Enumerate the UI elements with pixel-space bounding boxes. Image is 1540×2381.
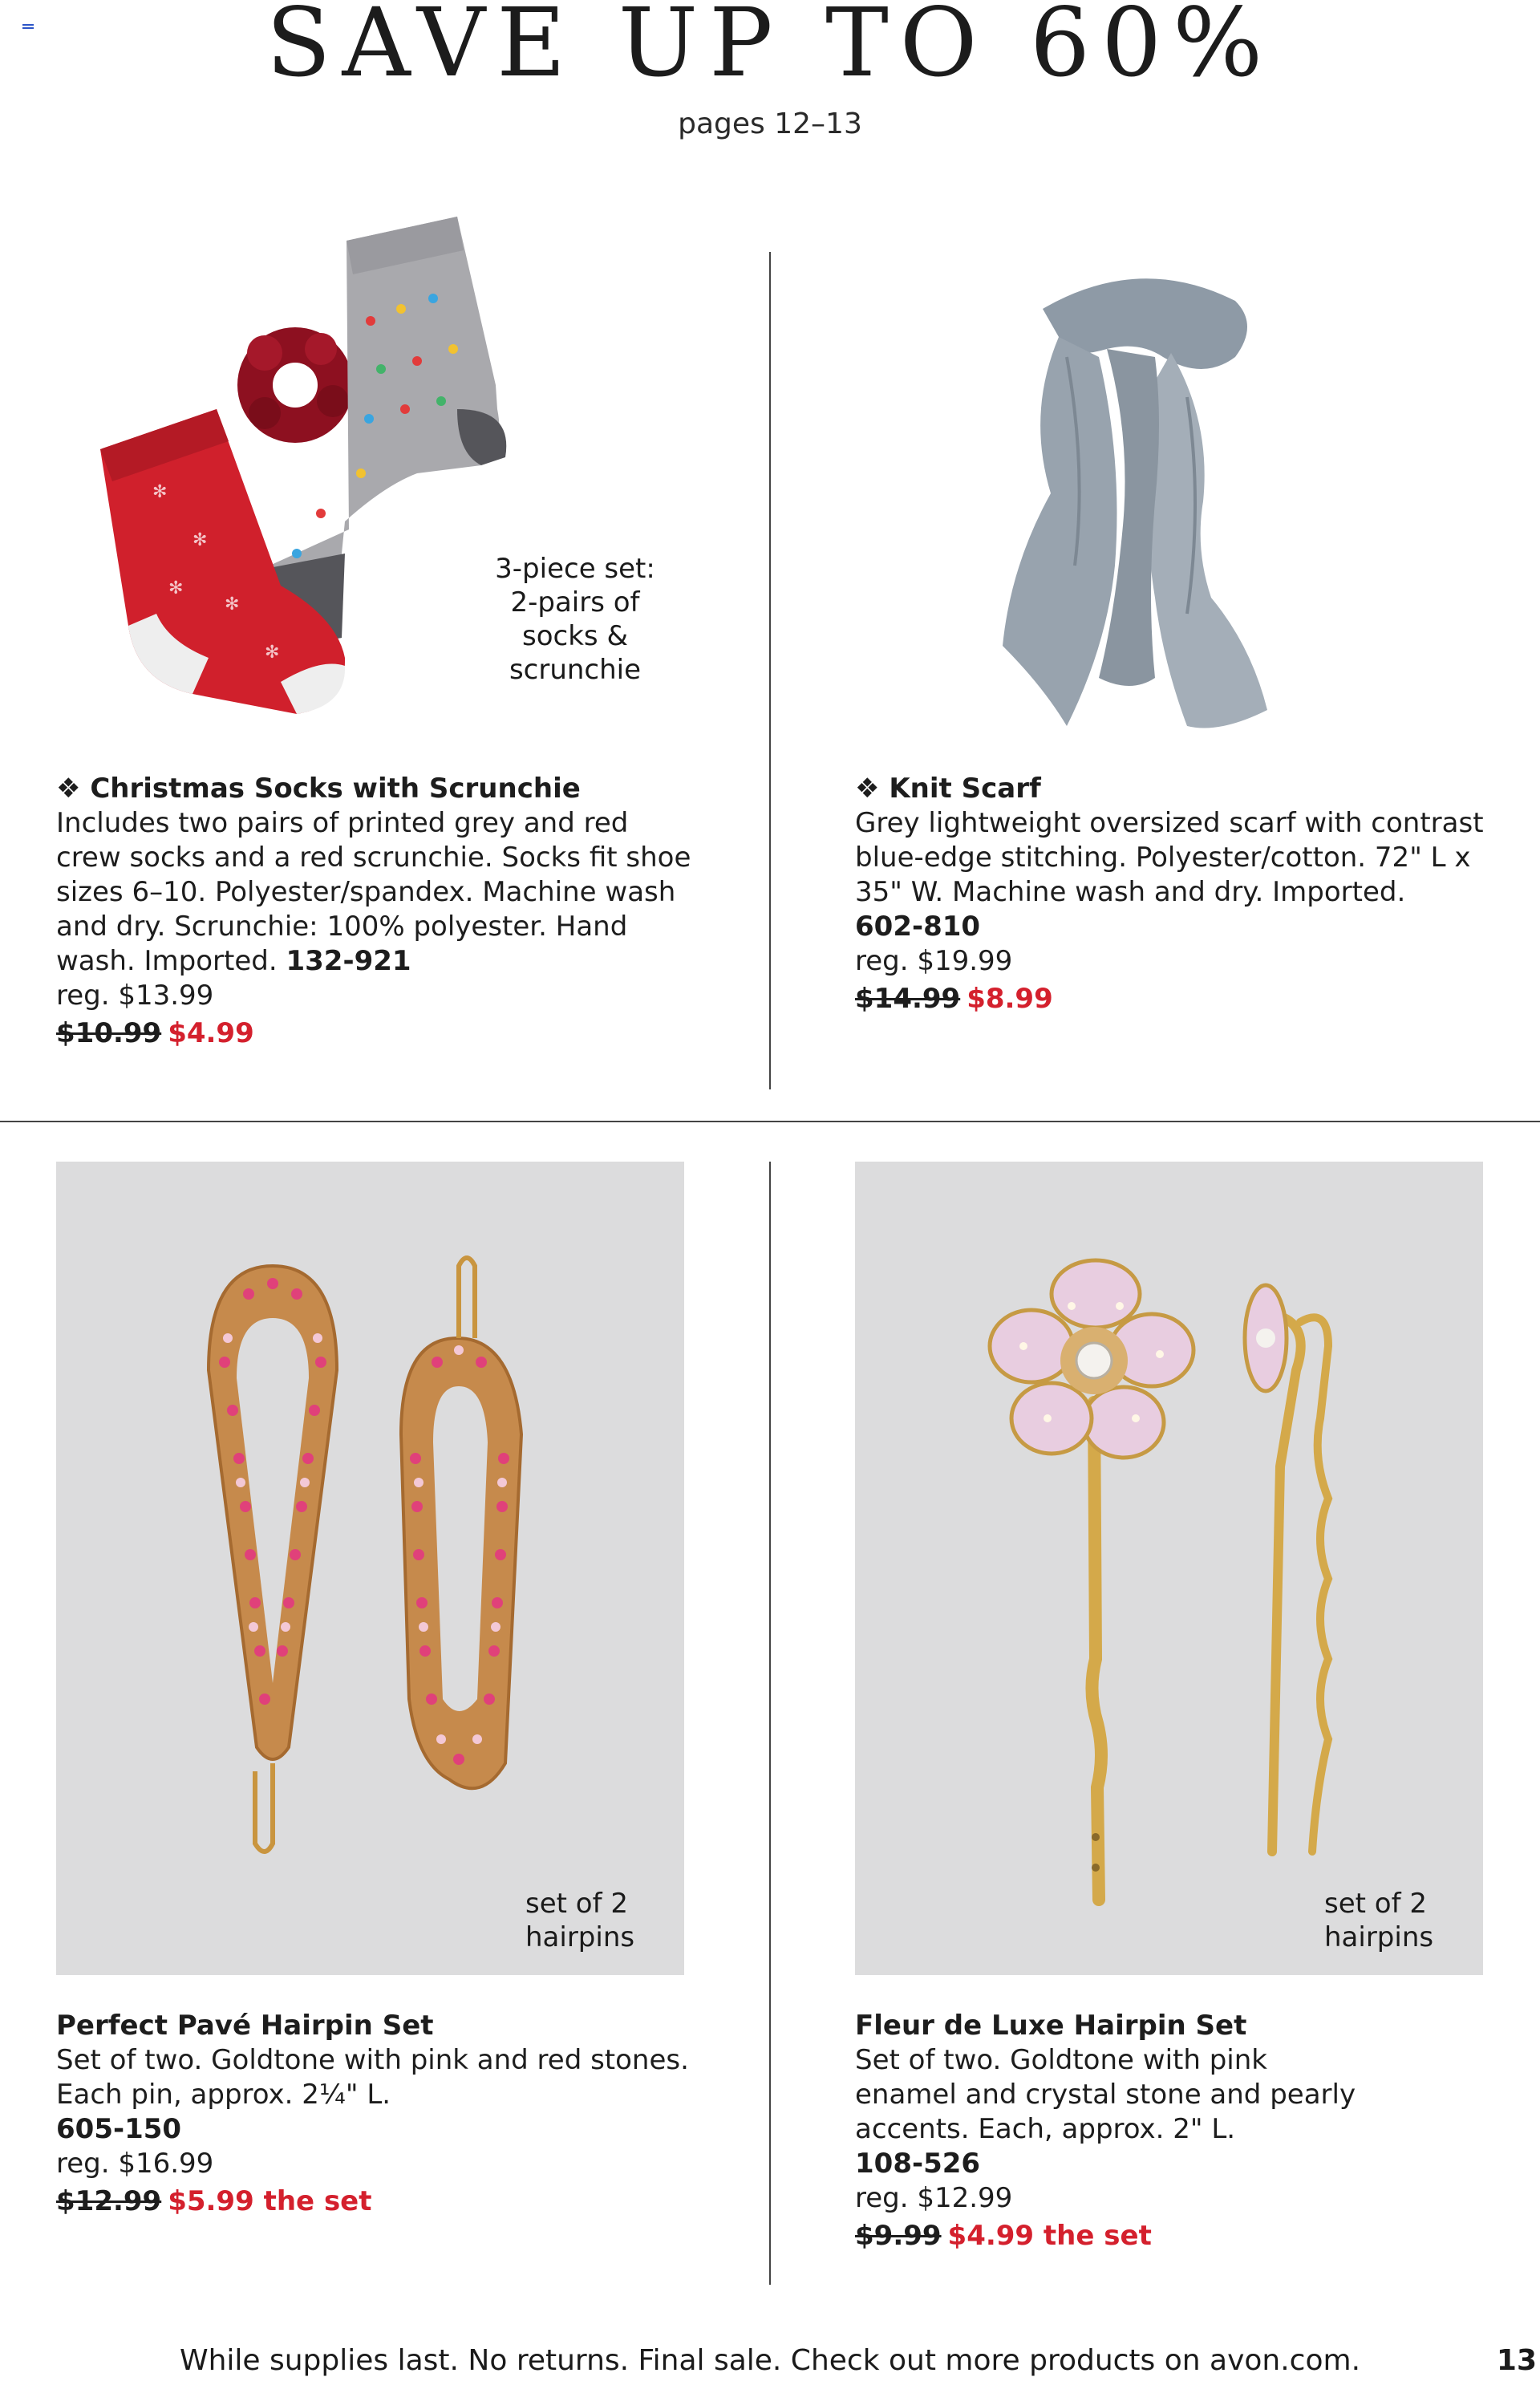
regular-price: reg. $19.99: [855, 945, 1013, 977]
product-title[interactable]: ❖ Knit Scarf: [855, 773, 1041, 805]
svg-text:✻: ✻: [265, 643, 280, 663]
scrunchie-shape: [237, 327, 353, 443]
product-title[interactable]: Perfect Pavé Hairpin Set: [56, 2010, 434, 2042]
product-code: 132-921: [286, 945, 411, 977]
product-code: 108-526: [855, 2148, 981, 2180]
fleur-set-label: set of 2 hairpins: [1324, 1888, 1434, 1953]
regular-price: reg. $12.99: [855, 2182, 1013, 2214]
knit-scarf-image: [995, 261, 1283, 734]
divider-horizontal: [0, 1121, 1540, 1122]
product-pave-hairpin: [56, 2009, 730, 2219]
product-scarf: [855, 772, 1497, 1016]
sale-price: $4.99 the set: [947, 2220, 1152, 2252]
flower-shape: [990, 1260, 1194, 1458]
sale-price: $4.99: [168, 1017, 254, 1049]
page-range: pages 12–13: [678, 107, 862, 140]
product-fleur-hairpin: [855, 2009, 1368, 2253]
svg-text:✻: ✻: [225, 594, 240, 615]
svg-text:✻: ✻: [152, 482, 168, 502]
pave-hairpins-image: [160, 1250, 578, 1876]
was-price: $9.99: [855, 2220, 942, 2252]
product-description: Set of two. Goldtone with pink enamel and crystal stone and pearly accents. Each, approx. 2" L.: [855, 2044, 1356, 2145]
was-price: $12.99: [56, 2185, 162, 2217]
fleur-hairpin-photo: [855, 1162, 1483, 1975]
pave-hairpin-photo: [56, 1162, 684, 1975]
product-socks: [56, 772, 698, 1051]
product-title[interactable]: ❖ Christmas Socks with Scrunchie: [56, 773, 581, 805]
sale-price: $8.99: [967, 983, 1053, 1015]
divider-top-vertical: [769, 252, 771, 1089]
regular-price: reg. $13.99: [56, 980, 214, 1012]
product-code: 602-810: [855, 911, 981, 943]
was-price: $14.99: [855, 983, 961, 1015]
page-number: 13: [1496, 2344, 1537, 2377]
was-price: $10.99: [56, 1017, 162, 1049]
socks-set-label: 3-piece set: 2-pairs of socks & scrunchie: [495, 553, 655, 686]
socks-scrunchie-image: [80, 209, 529, 746]
product-description: Includes two pairs of printed grey and red crew socks and a red scrunchie. Socks fit shoe sizes 6–10. Polyester/spandex. Machine wash and dry. Scrunchie: 100% polyester. Hand wash. Imported.: [56, 807, 691, 977]
svg-text:✻: ✻: [192, 530, 208, 550]
regular-price: reg. $16.99: [56, 2148, 214, 2180]
product-code: 605-150: [56, 2113, 182, 2145]
footer-note: While supplies last. No returns. Final sale. Check out more products on avon.com.: [179, 2344, 1361, 2377]
page-headline: SAVE UP TO 60%: [265, 0, 1275, 98]
product-description: Set of two. Goldtone with pink and red stones. Each pin, approx. 2¼" L.: [56, 2044, 689, 2111]
pave-set-label: set of 2 hairpins: [525, 1888, 635, 1953]
product-title[interactable]: Fleur de Luxe Hairpin Set: [855, 2010, 1247, 2042]
sale-price: $5.99 the set: [168, 2185, 372, 2217]
svg-text:✻: ✻: [168, 578, 184, 598]
divider-bottom-vertical: [769, 1162, 771, 2285]
fleur-hairpins-image: [975, 1258, 1344, 1916]
product-description: Grey lightweight oversized scarf with contrast blue-edge stitching. Polyester/cotton. 72" L x 35" W. Machine wash and dry. Imported.: [855, 807, 1484, 908]
